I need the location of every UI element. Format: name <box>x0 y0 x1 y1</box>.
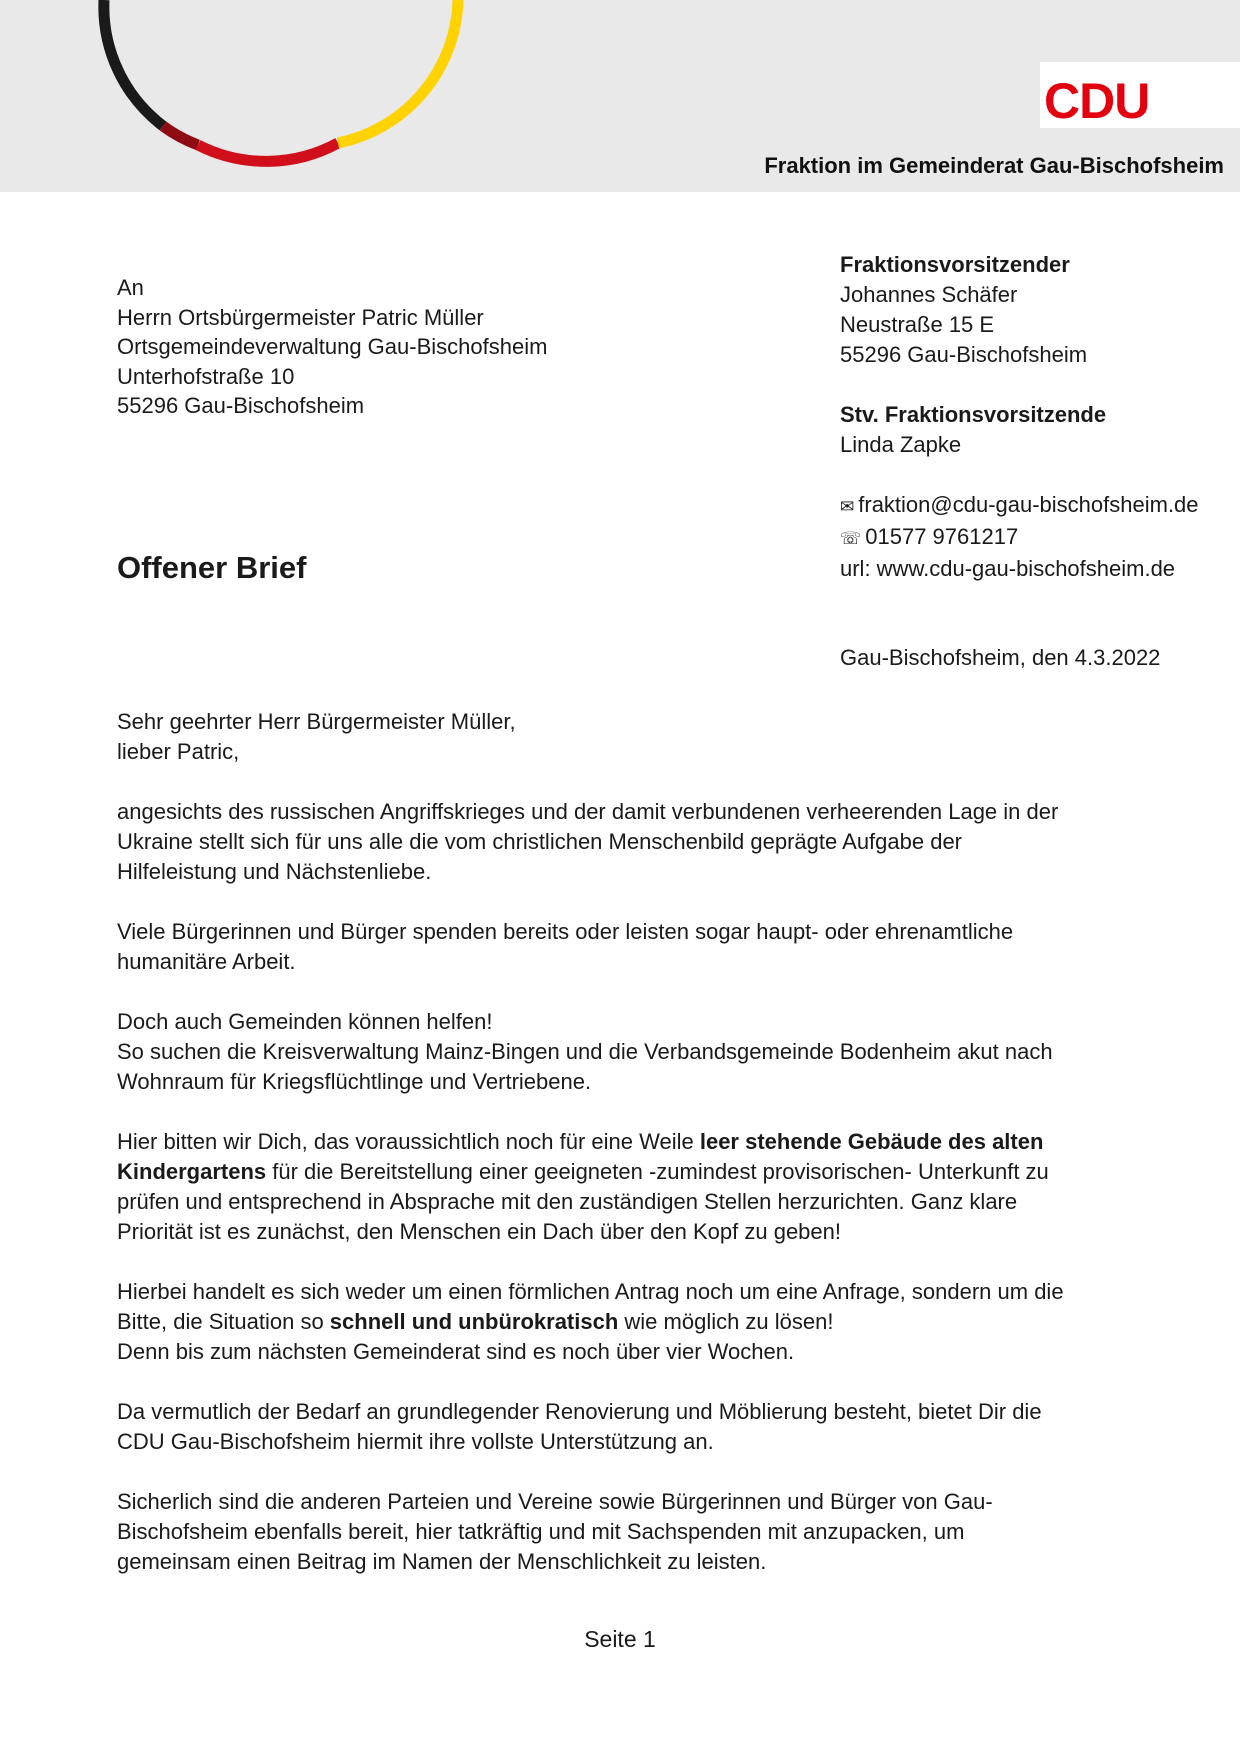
phone-line <box>840 522 1199 554</box>
cdu-logo: CDU <box>1044 73 1150 129</box>
salutation-line: Sehr geehrter Herr Bürgermeister Müller, <box>117 709 516 734</box>
page-number: Seite 1 <box>584 1626 656 1652</box>
paragraph-line: humanitäre Arbeit. <box>117 949 296 974</box>
paragraph-line <box>117 1127 1127 1157</box>
paragraph <box>117 917 1127 977</box>
recipient-address <box>117 273 547 421</box>
paragraph-line <box>117 1307 1127 1337</box>
tricolor-arc-logo <box>88 0 488 192</box>
paragraph-line: Doch auch Gemeinden können helfen! <box>117 1009 493 1034</box>
text-run: wie möglich zu lösen! <box>618 1309 834 1334</box>
chair-street: Neustraße 15 E <box>840 312 995 337</box>
paragraph-line: CDU Gau-Bischofsheim hiermit ihre vollste Unterstützung an. <box>117 1429 714 1454</box>
recipient-line: Ortsgemeindeverwaltung Gau-Bischofsheim <box>117 334 548 359</box>
vice-title: Stv. Fraktionsvorsitzende <box>840 402 1107 427</box>
paragraph-line: prüfen und entsprechend in Absprache mit den zuständigen Stellen herzurichten. Ganz klare <box>117 1189 1018 1214</box>
paragraph <box>117 1397 1127 1457</box>
letter-date: Gau-Bischofsheim, den 4.3.2022 <box>840 645 1161 670</box>
salutation-line: lieber Patric, <box>117 739 240 764</box>
paragraph-line: angesichts des russischen Angriffskrieges und der damit verbundenen verheerenden Lage in der <box>117 799 1059 824</box>
paragraph-line: Wohnraum für Kriegsflüchtlinge und Vertriebene. <box>117 1069 592 1094</box>
recipient-line: Herrn Ortsbürgermeister Patric Müller <box>117 304 484 330</box>
letter-body <box>117 707 1127 1607</box>
chair-title: Fraktionsvorsitzender <box>840 252 1070 277</box>
paragraph-line <box>117 1157 1127 1187</box>
text-run: für die Bereitstellung einer geeigneten -zumindest provisorischen- Unterkunft zu <box>266 1159 1049 1184</box>
telephone-icon: ☏ <box>840 529 862 549</box>
recipient-line: An <box>117 275 144 300</box>
text-run: Hier bitten wir Dich, das voraussichtlich noch für eine Weile <box>117 1129 700 1154</box>
paragraph <box>117 1007 1127 1097</box>
paragraph-line: Sicherlich sind die anderen Parteien und Vereine sowie Bürgerinnen und Bürger von Gau- <box>117 1489 993 1514</box>
paragraph-line: Hierbei handelt es sich weder um einen förmlichen Antrag noch um eine Anfrage, sondern um die <box>117 1279 1064 1304</box>
paragraph <box>117 1487 1127 1577</box>
paragraph-line: Viele Bürgerinnen und Bürger spenden bereits oder leisten sogar haupt- oder ehrenamtliche <box>117 919 1014 944</box>
email-link[interactable]: fraktion@cdu-gau-bischofsheim.de <box>858 492 1199 517</box>
bold-text: Kindergartens <box>117 1159 267 1184</box>
salutation <box>117 707 1127 767</box>
paragraph-line: Hilfeleistung und Nächstenliebe. <box>117 859 432 884</box>
paragraph-line: Bischofsheim ebenfalls bereit, hier tatkräftig und mit Sachspenden mit anzupacken, um <box>117 1519 965 1544</box>
phone-number: 01577 9761217 <box>865 524 1019 549</box>
recipient-line: Unterhofstraße 10 <box>117 363 295 389</box>
paragraph-line: So suchen die Kreisverwaltung Mainz-Bingen und die Verbandsgemeinde Bodenheim akut nach <box>117 1039 1053 1064</box>
chair-name: Johannes Schäfer <box>840 282 1018 307</box>
paragraph-line: Ukraine stellt sich für uns alle die vom christlichen Menschenbild geprägte Aufgabe der <box>117 829 963 854</box>
paragraph <box>117 1127 1127 1247</box>
bold-text: leer stehende Gebäude des alten <box>699 1129 1044 1154</box>
email-line <box>840 490 1199 522</box>
letterhead-subtitle: Fraktion im Gemeinderat Gau-Bischofsheim <box>764 153 1224 178</box>
paragraph-line: gemeinsam einen Beitrag im Namen der Menschlichkeit zu leisten. <box>117 1549 767 1574</box>
envelope-icon: ✉ <box>840 497 855 517</box>
paragraph-line: Denn bis zum nächsten Gemeinderat sind es noch über vier Wochen. <box>117 1339 795 1364</box>
vice-name: Linda Zapke <box>840 432 962 457</box>
website-link[interactable]: url: www.cdu-gau-bischofsheim.de <box>840 556 1176 581</box>
paragraph-line: Priorität ist es zunächst, den Menschen ein Dach über den Kopf zu geben! <box>117 1219 841 1244</box>
sender-block <box>840 250 1199 584</box>
paragraph <box>117 1277 1127 1367</box>
recipient-line: 55296 Gau-Bischofsheim <box>117 393 365 418</box>
paragraph <box>117 797 1127 887</box>
text-run: Bitte, die Situation so <box>117 1309 330 1334</box>
letter-subject: Offener Brief <box>117 550 307 585</box>
paragraph-line: Da vermutlich der Bedarf an grundlegender Renovierung und Möblierung besteht, bietet Dir die <box>117 1399 1042 1424</box>
bold-text: schnell und unbürokratisch <box>329 1309 619 1334</box>
chair-city: 55296 Gau-Bischofsheim <box>840 342 1088 367</box>
